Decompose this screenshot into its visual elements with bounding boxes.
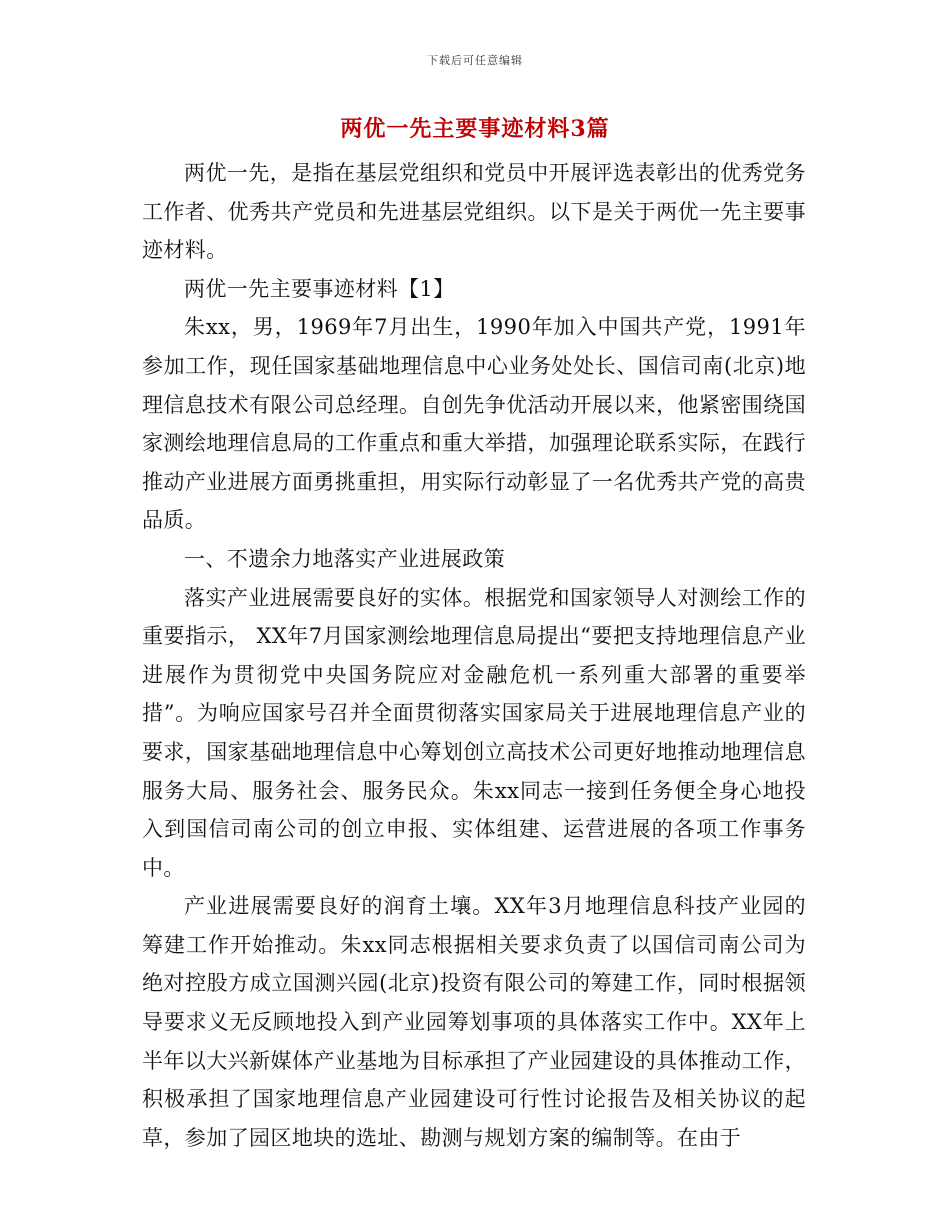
header-note: 下载后可任意编辑 — [427, 54, 523, 67]
section-heading: 两优一先主要事迹材料【1】 — [184, 276, 455, 301]
intro-paragraph: 两优一先，是指在基层党组织和党员中开展评选表彰出的优秀党务工作者、优秀共产党员和先进基层党组织。以下是关于两优一先主要事迹材料。 — [142, 161, 806, 263]
body-paragraph: 落实产业进展需要良好的实体。根据党和国家领导人对测绘工作的重要指示， XX年7月国家测绘地理信息局提出“要把支持地理信息产业进展作为贯彻党中央国务院应对金融危机一系列重大部署的重要举措”。为响应国家号召并全面贯彻落实国家局关于进展地理信息产业的要求，国家基础地理信息中心筹划创立高技术公司更好地推动地理信息服务大局、服务社会、服务民众。朱xx同志一接到任务便全身心地投入到国信司南公司的创立申报、实体组建、运营进展的各项工作事务中。 — [142, 585, 806, 880]
body-paragraph: 产业进展需要良好的润育土壤。XX年3月地理信息科技产业园的筹建工作开始推动。朱xx同志根据相关要求负责了以国信司南公司为绝对控股方成立国测兴园(北京)投资有限公司的筹建工作，同时根据领导要求义无反顾地投入到产业园筹划事项的具体落实工作中。XX年上半年以大兴新媒体产业基地为目标承担了产业园建设的具体推动工作，积极承担了国家地理信息产业园建设可行性讨论报告及相关协议的起草，参加了园区地块的选址、勘测与规划方案的编制等。在由于 — [142, 894, 806, 1150]
subsection-heading: 一、不遗余力地落实产业进展政策 — [184, 546, 505, 571]
document-body — [142, 154, 806, 1157]
document-title: 两优一先主要事迹材料3篇 — [340, 116, 610, 142]
profile-paragraph: 朱xx，男，1969年7月出生，1990年加入中国共产党，1991年参加工作，现任国家基础地理信息中心业务处处长、国信司南(北京)地理信息技术有限公司总经理。自创先争优活动开展以来，他紧密围绕国家测绘地理信息局的工作重点和重大举措，加强理论联系实际，在践行推动产业进展方面勇挑重担，用实际行动彰显了一名优秀共产党的高贵品质。 — [142, 315, 806, 533]
